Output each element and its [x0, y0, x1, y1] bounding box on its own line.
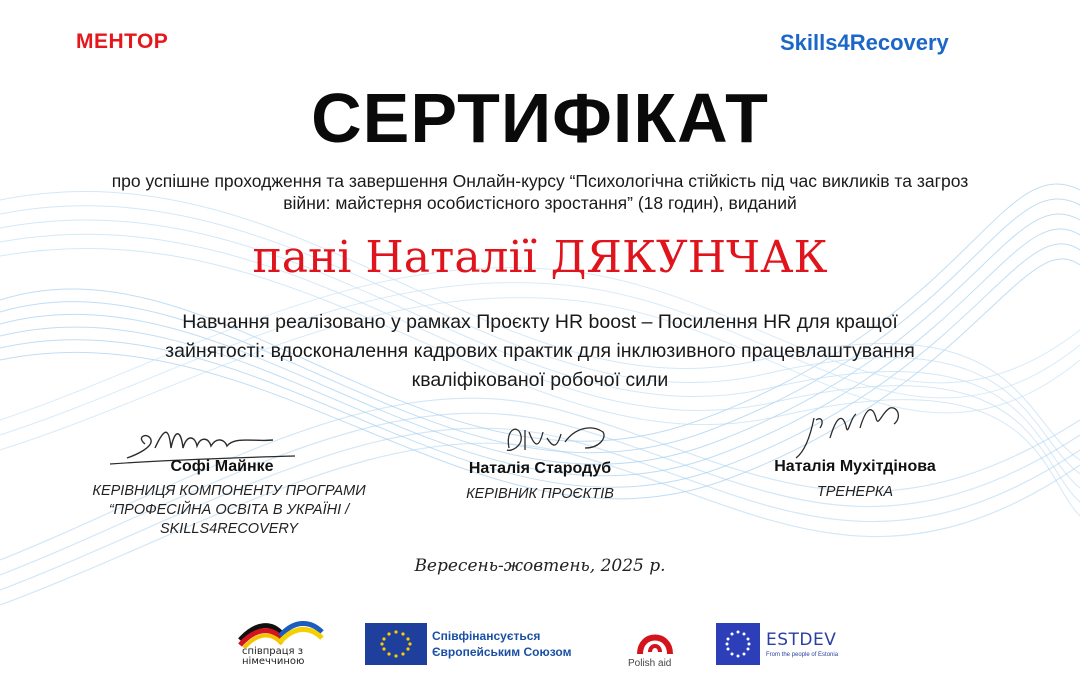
certificate-subtitle: про успішне проходження та завершення Онлайн-курсу “Психологічна стійкість під час викликів та загроз війни: майстерня особистісного зростання” (18 годин), виданий: [111, 171, 969, 213]
eu-flag-icon: [365, 623, 427, 665]
recipient-name: пані Наталії ДЯКУНЧАК: [252, 232, 828, 283]
eu-text-line-1: Співфінансується: [432, 629, 541, 643]
project-description: Навчання реалізовано у рамках Проєкту HR boost – Посилення HR для кращої зайнятості: вдосконалення кадрових практик для інклюзивного працевлаштування кваліфікованої робочої сили: [165, 311, 915, 391]
signatory-2-name: Наталія Стародуб: [468, 460, 612, 477]
signatory-1-role: КЕРІВНИЦЯ КОМПОНЕНТУ ПРОГРАМИ “ПРОФЕСІЙНА ОСВІТА В УКРАЇНІ / SKILLS4RECOVERY: [92, 483, 366, 537]
eu-cofunding-text: [432, 628, 571, 660]
mentor-logo: МЕНТОР: [76, 30, 169, 53]
polish-aid-logo: [634, 622, 676, 658]
signature-3-image: [790, 398, 920, 464]
signatory-1-name: Софі Майнке: [170, 458, 274, 475]
polish-aid-text: Polish aid: [628, 658, 672, 669]
signature-2-image: [495, 418, 615, 460]
signatory-3-name: Наталія Мухітдінова: [774, 458, 936, 475]
signatory-3-role: ТРЕНЕРКА: [816, 484, 894, 500]
eu-text-line-2: Європейським Союзом: [432, 645, 572, 659]
estdev-logo-icon: [716, 623, 760, 665]
germany-cooperation-text: співпраця з німеччиною: [242, 646, 305, 667]
estdev-text: ESTDEV: [766, 630, 837, 650]
issue-date: Вересень-жовтень, 2025 р.: [414, 556, 666, 576]
germany-cooperation-logo: [238, 618, 324, 648]
estdev-subtext: From the people of Estonia: [766, 652, 839, 658]
skills4recovery-logo: Skills4Recovery: [780, 30, 949, 55]
signatory-2-role: КЕРІВНИК ПРОЄКТІВ: [466, 486, 614, 502]
certificate-title: СЕРТИФІКАТ: [311, 79, 769, 157]
